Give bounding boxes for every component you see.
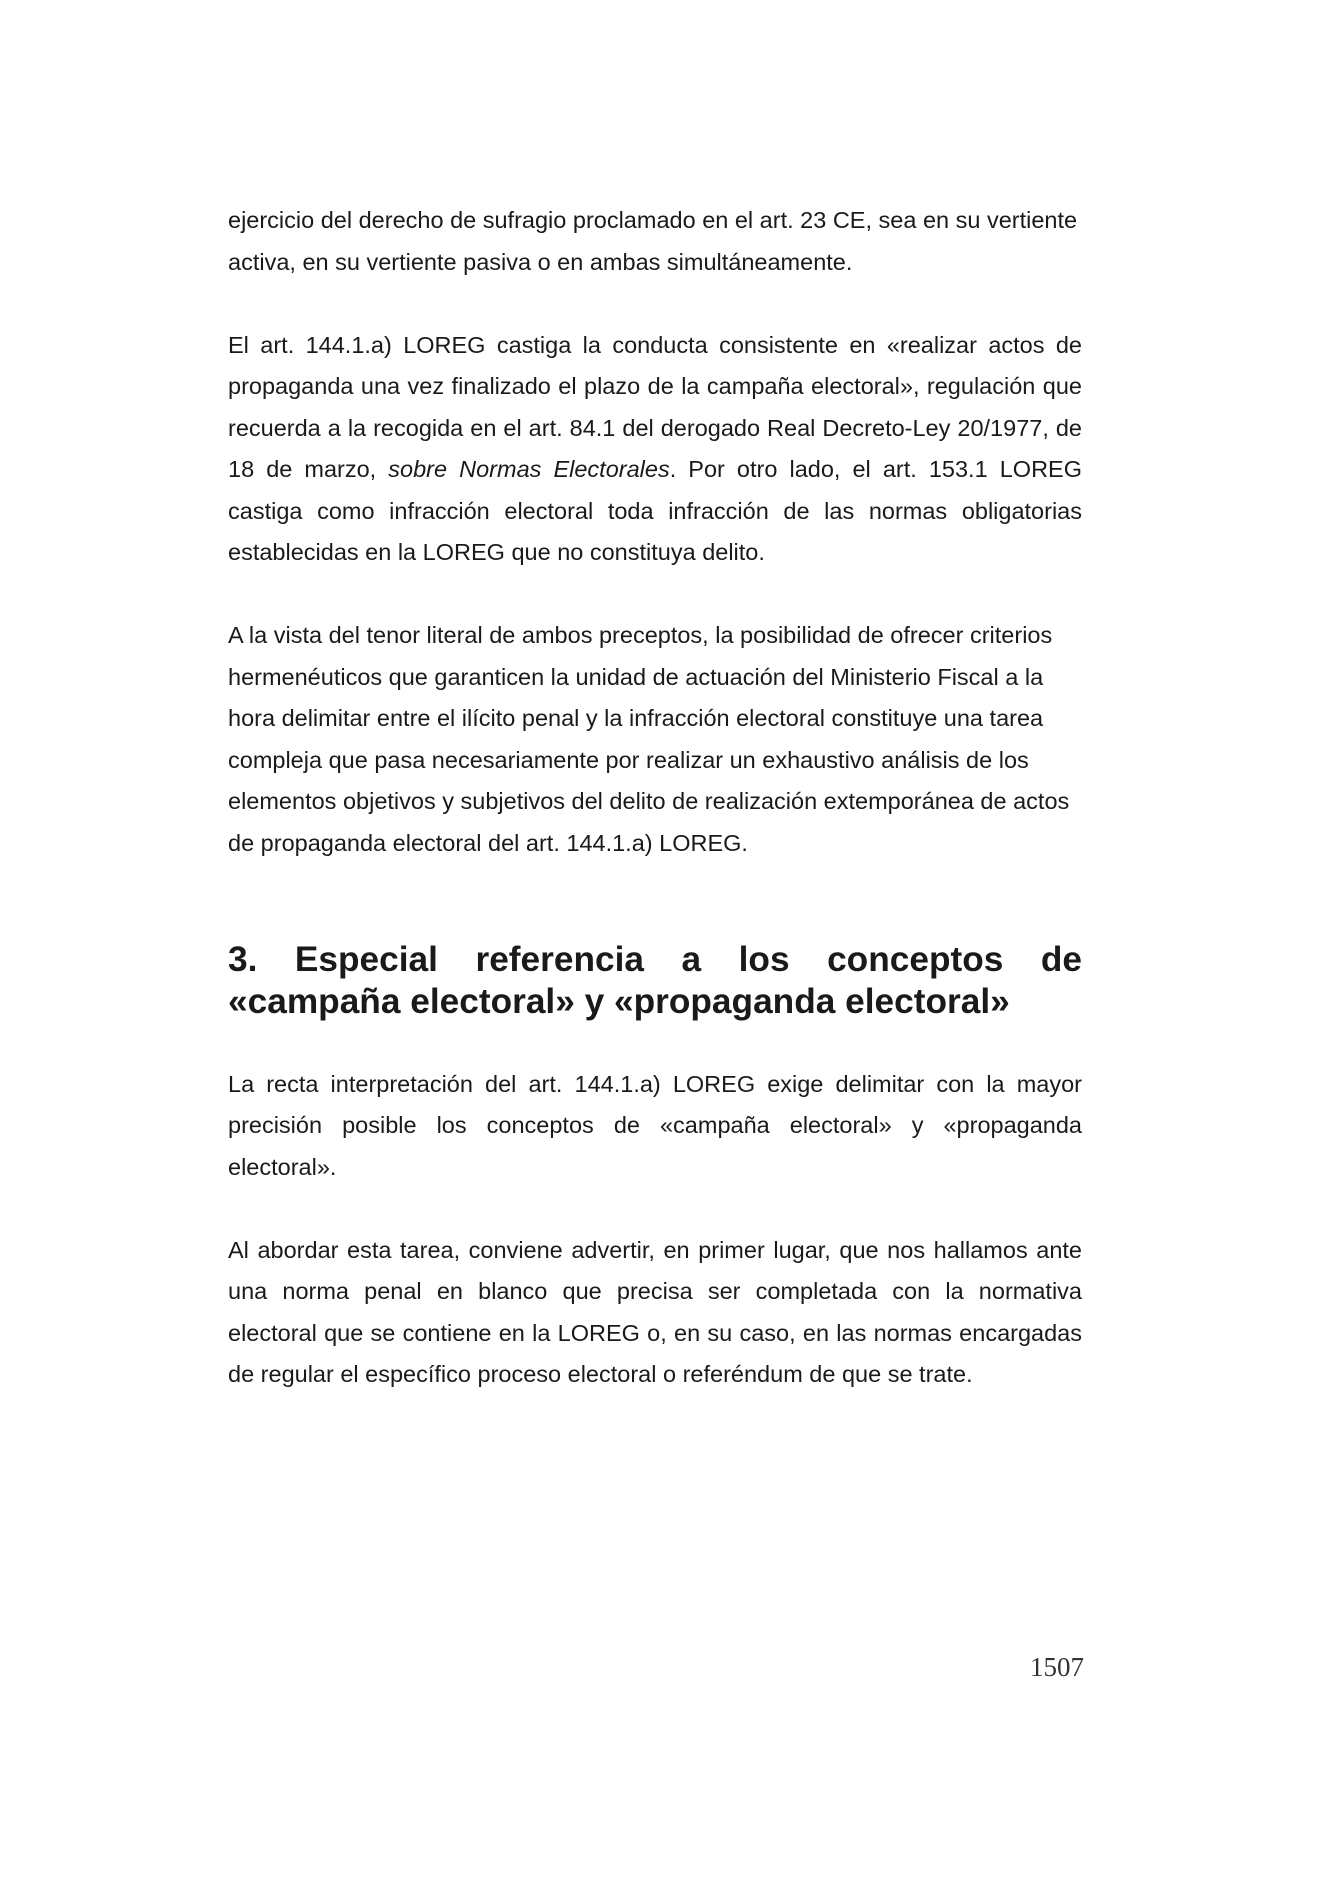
paragraph-blank-norm: Al abordar esta tarea, conviene advertir, en primer lugar, que nos hallamos ante una norma penal en blanco que precisa ser completada con la normativa electoral que se contiene en la LOREG o, en su caso, en las normas encargadas de regular el específico proceso electoral o referéndum de que se trate. [228,1236,1082,1387]
paragraph-text-before-italic: El art. 144.1.a) LOREG castiga la conducta consistente en «realizar actos de propaganda una vez finalizado el plazo de la campaña electoral», regulación que recuerda a la recogida en el art. 84.1 del derogado Real Decreto-Ley 20/1977, de 18 de marzo, [228,331,1082,482]
page-number: 1507 [1030,1652,1084,1682]
paragraph-text-after-italic: . Por otro lado, el art. 153.1 LOREG castiga como infracción electoral toda infracción de las normas obligatorias establecidas en la LOREG que no constituya delito. [228,456,1082,565]
page-content [228,200,1082,1437]
paragraph-criteria: A la vista del tenor literal de ambos preceptos, la posibilidad de ofrecer criterios hermenéuticos que garanticen la unidad de actuación del Ministerio Fiscal a la hora delimitar entre el ilícito penal y la infracción electoral constituye una tarea compleja que pasa necesariamente por realizar un exhaustivo análisis de los elementos objetivos y subjetivos del delito de realización extemporánea de actos de propaganda electoral del art. 144.1.a) LOREG. [228,622,1070,856]
paragraph-continuation: ejercicio del derecho de sufragio proclamado en el art. 23 CE, sea en su vertiente activa, en su vertiente pasiva o en ambas simultáneamente. [228,207,1078,275]
paragraph-italic-title: sobre Normas Electorales [388,456,670,482]
section-heading: 3. Especial referencia a los conceptos de «campaña electoral» y «propaganda electoral» [228,940,1082,1021]
paragraph-interpretation: La recta interpretación del art. 144.1.a) LOREG exige delimitar con la mayor precisión posible los conceptos de «campaña electoral» y «propaganda electoral». [228,1070,1082,1180]
paragraph-art-144 [228,325,1082,574]
